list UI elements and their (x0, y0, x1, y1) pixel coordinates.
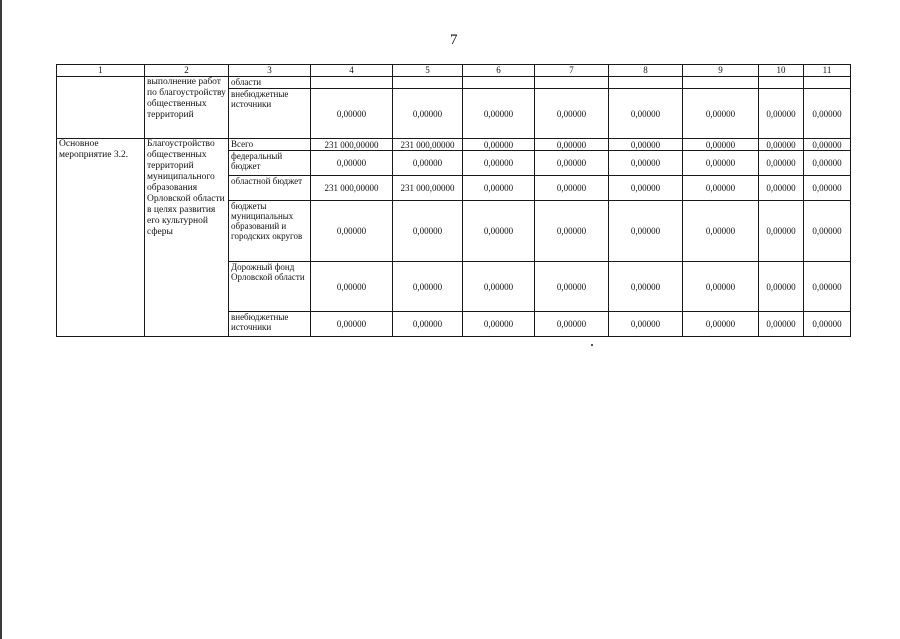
value-cell (804, 77, 851, 89)
value-cell: 0,00000 (535, 312, 609, 337)
value-cell: 0,00000 (535, 176, 609, 201)
value-cell: 0,00000 (609, 176, 683, 201)
header-cell: 1 (57, 65, 145, 77)
value-cell: 0,00000 (463, 201, 535, 262)
source-cell: области (229, 77, 311, 89)
table-row (57, 77, 851, 89)
activity-cell-empty (57, 77, 145, 139)
value-cell: 0,00000 (393, 201, 463, 262)
value-cell: 0,00000 (463, 176, 535, 201)
header-cell: 7 (535, 65, 609, 77)
source-cell: федеральный бюджет (229, 151, 311, 176)
value-cell: 0,00000 (759, 262, 804, 312)
value-cell: 0,00000 (804, 201, 851, 262)
value-cell: 0,00000 (683, 201, 759, 262)
activity-name-cell: Благоустройство общественных территорий муниципального образования Орловской области в целях развития его культурной сферы (145, 139, 229, 337)
header-cell: 10 (759, 65, 804, 77)
value-cell: 0,00000 (609, 201, 683, 262)
value-cell (393, 77, 463, 89)
value-cell: 0,00000 (759, 312, 804, 337)
value-cell: 0,00000 (535, 151, 609, 176)
value-cell: 0,00000 (759, 89, 804, 139)
value-cell: 0,00000 (759, 201, 804, 262)
value-cell: 231 000,00000 (393, 176, 463, 201)
value-cell: 0,00000 (311, 201, 393, 262)
activity-cell: Основное мероприятие 3.2. (57, 139, 145, 337)
value-cell: 0,00000 (463, 262, 535, 312)
value-cell: 231 000,00000 (311, 139, 393, 151)
header-cell: 3 (229, 65, 311, 77)
header-cell: 11 (804, 65, 851, 77)
value-cell: 0,00000 (463, 312, 535, 337)
value-cell: 0,00000 (804, 151, 851, 176)
value-cell: 0,00000 (683, 312, 759, 337)
value-cell: 0,00000 (393, 151, 463, 176)
value-cell (311, 77, 393, 89)
value-cell: 0,00000 (804, 262, 851, 312)
activity-name-cell: выполнение работ по благоустройству общественных территорий (145, 77, 229, 139)
value-cell: 0,00000 (393, 89, 463, 139)
value-cell: 0,00000 (609, 262, 683, 312)
value-cell: 0,00000 (311, 89, 393, 139)
value-cell: 231 000,00000 (311, 176, 393, 201)
value-cell: 231 000,00000 (393, 139, 463, 151)
source-cell: внебюджетные источники (229, 312, 311, 337)
header-cell: 6 (463, 65, 535, 77)
value-cell: 0,00000 (759, 139, 804, 151)
page-number: 7 (450, 32, 458, 48)
value-cell: 0,00000 (683, 176, 759, 201)
source-cell: Дорожный фонд Орловской области (229, 262, 311, 312)
header-cell: 2 (145, 65, 229, 77)
value-cell: 0,00000 (759, 176, 804, 201)
value-cell: 0,00000 (535, 139, 609, 151)
value-cell: 0,00000 (759, 151, 804, 176)
value-cell: 0,00000 (393, 262, 463, 312)
value-cell: 0,00000 (535, 89, 609, 139)
source-cell: областной бюджет (229, 176, 311, 201)
header-cell: 4 (311, 65, 393, 77)
source-cell: внебюджетные источники (229, 89, 311, 139)
header-cell: 8 (609, 65, 683, 77)
value-cell: 0,00000 (535, 262, 609, 312)
value-cell (609, 77, 683, 89)
value-cell: 0,00000 (463, 151, 535, 176)
value-cell: 0,00000 (683, 139, 759, 151)
header-cell: 5 (393, 65, 463, 77)
value-cell (463, 77, 535, 89)
value-cell: 0,00000 (609, 151, 683, 176)
value-cell: 0,00000 (804, 89, 851, 139)
header-row (57, 65, 851, 77)
value-cell: 0,00000 (463, 139, 535, 151)
value-cell: 0,00000 (804, 312, 851, 337)
value-cell (535, 77, 609, 89)
value-cell: 0,00000 (609, 89, 683, 139)
source-cell: бюджеты муниципальных образований и городских округов (229, 201, 311, 262)
value-cell: 0,00000 (535, 201, 609, 262)
value-cell: 0,00000 (393, 312, 463, 337)
source-cell: Всего (229, 139, 311, 151)
value-cell: 0,00000 (463, 89, 535, 139)
value-cell: 0,00000 (804, 139, 851, 151)
scan-edge (0, 0, 2, 639)
funding-table (56, 64, 851, 337)
table-row (57, 139, 851, 151)
value-cell: 0,00000 (609, 312, 683, 337)
value-cell: 0,00000 (683, 89, 759, 139)
value-cell: 0,00000 (609, 139, 683, 151)
value-cell (759, 77, 804, 89)
value-cell: 0,00000 (804, 176, 851, 201)
value-cell (683, 77, 759, 89)
value-cell: 0,00000 (311, 312, 393, 337)
value-cell: 0,00000 (683, 151, 759, 176)
header-cell: 9 (683, 65, 759, 77)
value-cell: 0,00000 (311, 151, 393, 176)
scan-speck (591, 344, 593, 346)
value-cell: 0,00000 (311, 262, 393, 312)
value-cell: 0,00000 (683, 262, 759, 312)
